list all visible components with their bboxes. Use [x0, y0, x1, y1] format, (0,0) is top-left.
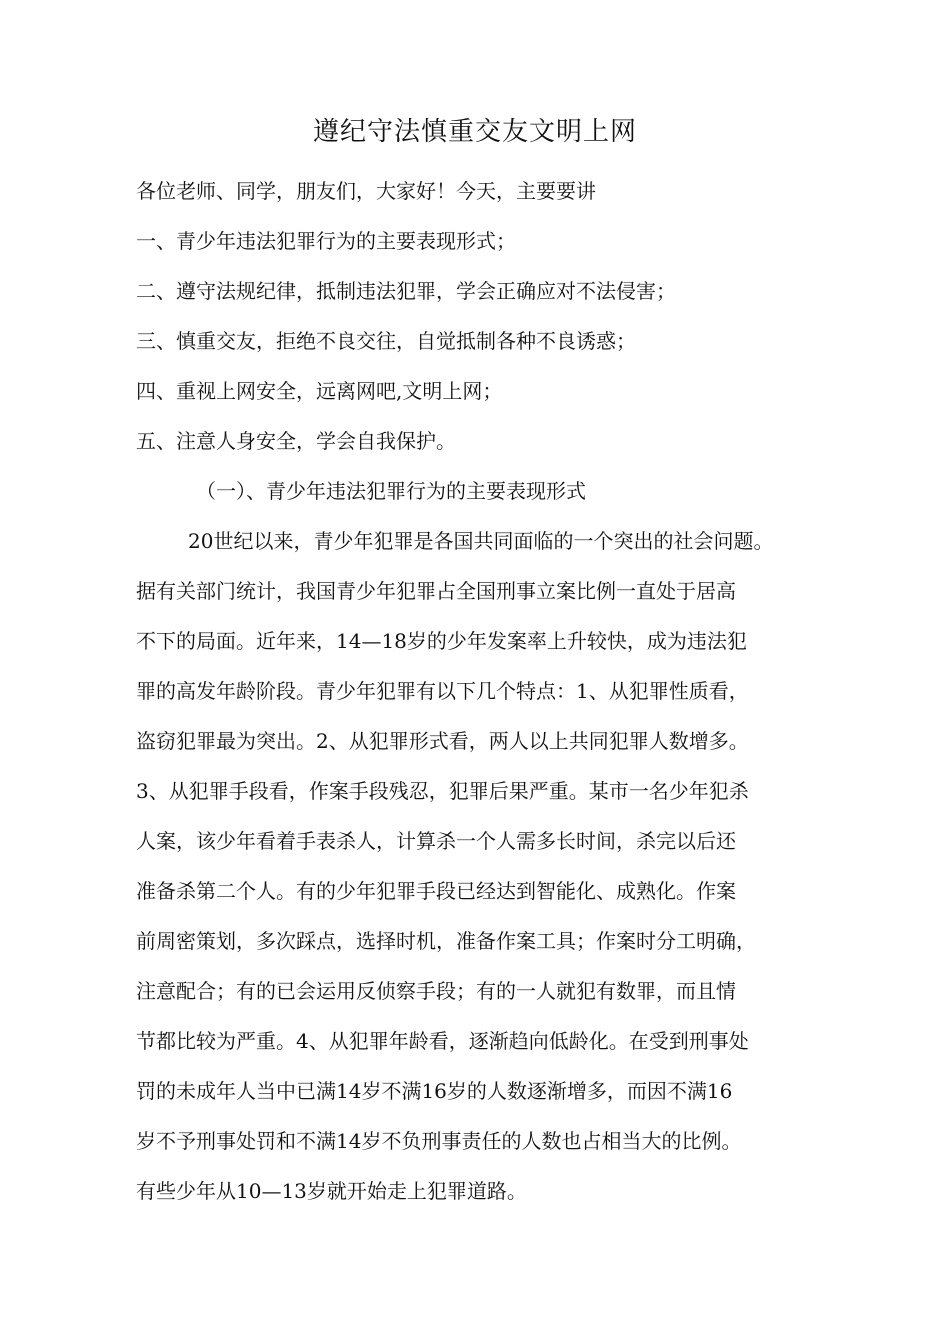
- body-line-14: 有些少年从10—13岁就开始走上犯罪道路。: [136, 1179, 527, 1203]
- outline-item-1: 一、青少年违法犯罪行为的主要表现形式；: [136, 229, 516, 253]
- body-line-9: 前周密策划，多次踩点，选择时机，准备作案工具；作案时分工明确，: [136, 929, 756, 953]
- intro-line: 各位老师、同学，朋友们，大家好！今天，主要要讲: [136, 179, 596, 203]
- body-line-4: 罪的高发年龄阶段。青少年犯罪有以下几个特点：1、从犯罪性质看，: [136, 679, 749, 703]
- body-line-5: 盗窃犯罪最为突出。2、从犯罪形式看，两人以上共同犯罪人数增多。: [136, 729, 749, 753]
- body-line-10: 注意配合；有的已会运用反侦察手段；有的一人就犯有数罪，而且情: [136, 979, 736, 1003]
- body-line-3: 不下的局面。近年来，14—18岁的少年发案率上升较快，成为违法犯: [136, 629, 747, 653]
- document-title: 遵纪守法慎重交友文明上网: [312, 117, 637, 147]
- section-heading: （一）、青少年违法犯罪行为的主要表现形式: [196, 479, 586, 503]
- outline-item-5: 五、注意人身安全，学会自我保护。: [136, 429, 456, 453]
- body-line-1: 20世纪以来，青少年犯罪是各国共同面临的一个突出的社会问题。: [188, 529, 774, 553]
- body-line-7: 人案，该少年看着手表杀人，计算杀一个人需多长时间，杀完以后还: [136, 829, 736, 853]
- body-line-13: 岁不予刑事处罚和不满14岁不负刑事责任的人数也占相当大的比例。: [136, 1129, 742, 1153]
- body-line-2: 据有关部门统计，我国青少年犯罪占全国刑事立案比例一直处于居高: [136, 579, 736, 603]
- body-line-11: 节都比较为严重。4、从犯罪年龄看，逐渐趋向低龄化。在受到刑事处: [136, 1029, 749, 1053]
- body-line-6: 3、从犯罪手段看，作案手段残忍，犯罪后果严重。某市一名少年犯杀: [136, 779, 749, 803]
- outline-item-2: 二、遵守法规纪律，抵制违法犯罪，学会正确应对不法侵害；: [136, 279, 676, 303]
- body-line-12: 罚的未成年人当中已满14岁不满16岁的人数逐渐增多，而因不满16: [136, 1079, 733, 1103]
- outline-item-4: 四、重视上网安全，远离网吧,文明上网；: [136, 379, 503, 403]
- body-line-8: 准备杀第二个人。有的少年犯罪手段已经达到智能化、成熟化。作案: [136, 879, 736, 903]
- outline-item-3: 三、慎重交友，拒绝不良交往，自觉抵制各种不良诱惑；: [136, 329, 636, 353]
